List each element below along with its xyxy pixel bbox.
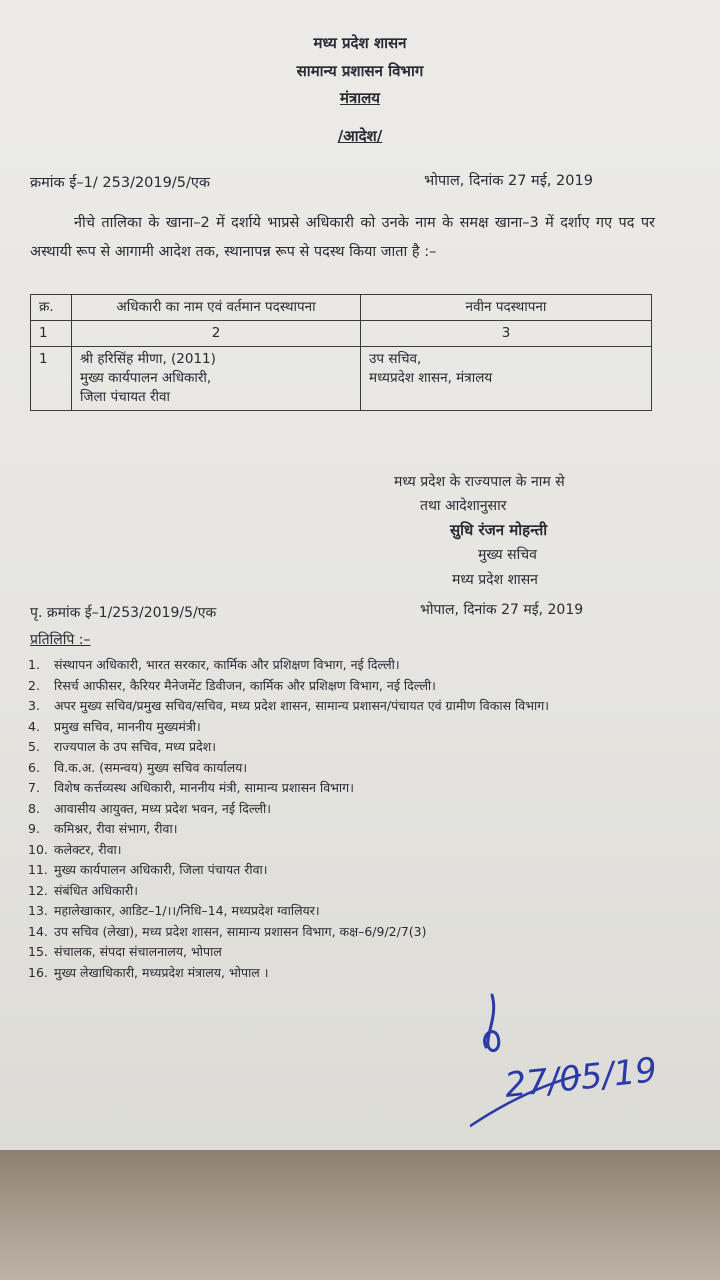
signatory-designation: मुख्य सचिव [478,547,537,563]
signatory-name: सुधि रंजन मोहन्ती [450,521,548,539]
officer-office: जिला पंचायत रीवा [80,389,171,405]
colnum-2: 2 [72,321,361,347]
list-item: 13. महालेखाकार, आडिट–1/।।/निधि–14, मध्यप्रदेश ग्वालियर। [28,903,320,918]
table-header-row [31,295,652,321]
row-new-posting [361,347,652,411]
signatory-line1: मध्य प्रदेश के राज्यपाल के नाम से [394,474,565,490]
table-column-number-row [31,321,652,347]
order-place-date: भोपाल, दिनांक 27 मई, 2019 [424,173,593,189]
header-new-posting: नवीन पदस्थापना [361,295,652,321]
govt-heading: मध्य प्रदेश शासन [313,34,407,52]
endorsement-place-date: भोपाल, दिनांक 27 मई, 2019 [420,602,584,618]
signatory-line2: तथा आदेशानुसार [420,498,507,514]
list-item: 10. कलेक्टर, रीवा। [28,841,122,857]
list-item: 1. संस्थापन अधिकारी, भारत सरकार, कार्मिक और प्रशिक्षण विभाग, नई दिल्ली। [28,657,400,672]
copy-list [28,656,668,984]
endorsement-number: पृ. क्रमांक ई–1/253/2019/5/एक [30,605,217,621]
handwritten-date: 27/05/19 [502,1050,659,1106]
list-item: 15. संचालक, संपदा संचालनालय, भोपाल [28,944,222,959]
row-sno: 1 [31,347,72,411]
table-surface [0,1150,720,1280]
row-officer [72,347,361,411]
table-row [31,347,652,411]
header-officer: अधिकारी का नाम एवं वर्तमान पदस्थापना [72,295,361,321]
list-item: 12. संबंधित अधिकारी। [28,882,139,898]
signatory-office: मध्य प्रदेश शासन [452,572,538,588]
list-item: 2. रिसर्च आफीसर, कैरियर मैनेजमेंट डिवीजन, कार्मिक और प्रशिक्षण विभाग, नई दिल्ली। [28,677,436,693]
list-item: 11. मुख्य कार्यपालन अधिकारी, जिला पंचायत रीवा। [28,862,268,877]
list-item: 14. उप सचिव (लेखा), मध्य प्रदेश शासन, सामान्य प्रशासन विभाग, कक्ष–6/9/2/7(3) [28,923,427,939]
list-item: 9. कमिश्नर, रीवा संभाग, रीवा। [28,821,178,836]
list-item: 4. प्रमुख सचिव, माननीय मुख्यमंत्री। [28,718,201,734]
order-title: /आदेश/ [337,127,383,145]
list-item: 16. मुख्य लेखाधिकारी, मध्यप्रदेश मंत्रालय, भोपाल । [28,964,269,980]
list-item: 8. आवासीय आयुक्त, मध्य प्रदेश भवन, नई दिल्ली। [28,800,271,816]
officer-designation: मुख्य कार्यपालन अधिकारी, [80,370,212,386]
department-heading: सामान्य प्रशासन विभाग [296,62,424,80]
list-item: 6. वि.क.अ. (समन्वय) मुख्य सचिव कार्यालय। [28,759,248,775]
posting-table [30,294,652,411]
list-item: 3. अपर मुख्य सचिव/प्रमुख सचिव/सचिव, मध्य प्रदेश शासन, सामान्य प्रशासन/पंचायत एवं ग्रामीण विकास विभाग। [28,698,549,713]
header-sno: क्र. [31,295,72,321]
order-body: नीचे तालिका के खाना–2 में दर्शाये भाप्रसे अधिकारी को उनके नाम के समक्ष खाना–3 में दर्शाए गए पद पर अस्थायी रूप से आगामी आदेश तक, स्थानापन्न रूप से पदस्थ किया जाता है :– [30,215,655,260]
ministry-heading: मंत्रालय [339,89,380,107]
handwritten-signature [470,985,670,1135]
colnum-1: 1 [31,321,72,347]
posting-office: मध्यप्रदेश शासन, मंत्रालय [369,370,493,386]
colnum-3: 3 [361,321,652,347]
officer-name: श्री हरिसिंह मीणा, (2011) [80,351,216,367]
list-item: 7. विशेष कर्त्तव्यस्थ अधिकारी, माननीय मंत्री, सामान्य प्रशासन विभाग। [28,780,354,795]
order-number: क्रमांक ई–1/ 253/2019/5/एक [30,175,211,191]
copy-label: प्रतिलिपि :– [30,632,91,648]
posting-designation: उप सचिव, [369,351,422,367]
list-item: 5. राज्यपाल के उप सचिव, मध्य प्रदेश। [28,739,216,754]
